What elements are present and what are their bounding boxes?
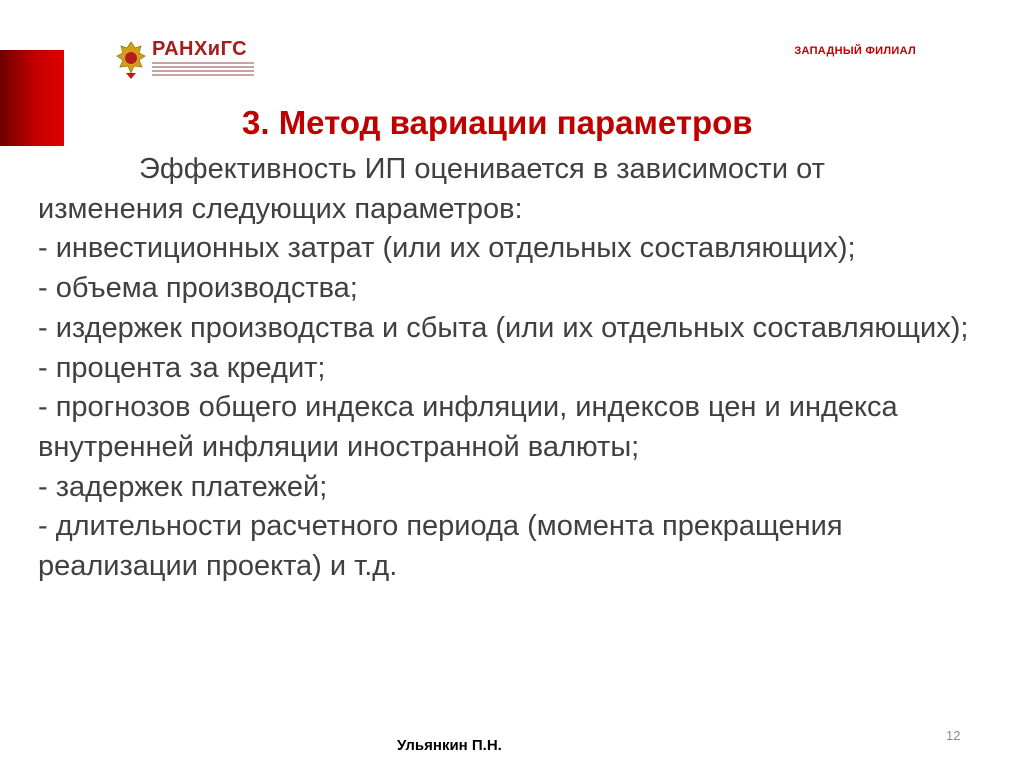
author-name: Ульянкин П.Н. xyxy=(397,737,502,754)
emblem-icon xyxy=(114,40,148,80)
logo-text: РАНХиГС xyxy=(152,38,248,60)
list-item: - процента за кредит; xyxy=(38,351,326,384)
page-number: 12 xyxy=(946,728,961,743)
slide-body xyxy=(38,150,978,587)
red-accent-bar xyxy=(0,50,64,146)
list-item: - длительности расчетного периода (момента прекращения реализации проекта) и т.д. xyxy=(38,510,843,583)
list-item: - объема производства; xyxy=(38,272,358,305)
slide-title: 3. Метод вариации параметров xyxy=(242,104,753,141)
list-item: - инвестиционных затрат (или их отдельных составляющих); xyxy=(38,232,856,265)
ranepa-logo xyxy=(114,38,254,82)
list-item: - прогнозов общего индекса инфляции, индексов цен и индекса внутренней инфляции иностранной валюты; xyxy=(38,391,898,463)
list-item: - задержек платежей; xyxy=(38,470,328,503)
intro-paragraph: Эффективность ИП оценивается в зависимости от изменения следующих параметров: xyxy=(38,153,825,225)
list-item: - издержек производства и сбыта (или их отдельных составляющих); xyxy=(38,311,969,344)
branch-label: ЗАПАДНЫЙ ФИЛИАЛ xyxy=(794,45,916,57)
logo-fine-print xyxy=(152,62,254,78)
